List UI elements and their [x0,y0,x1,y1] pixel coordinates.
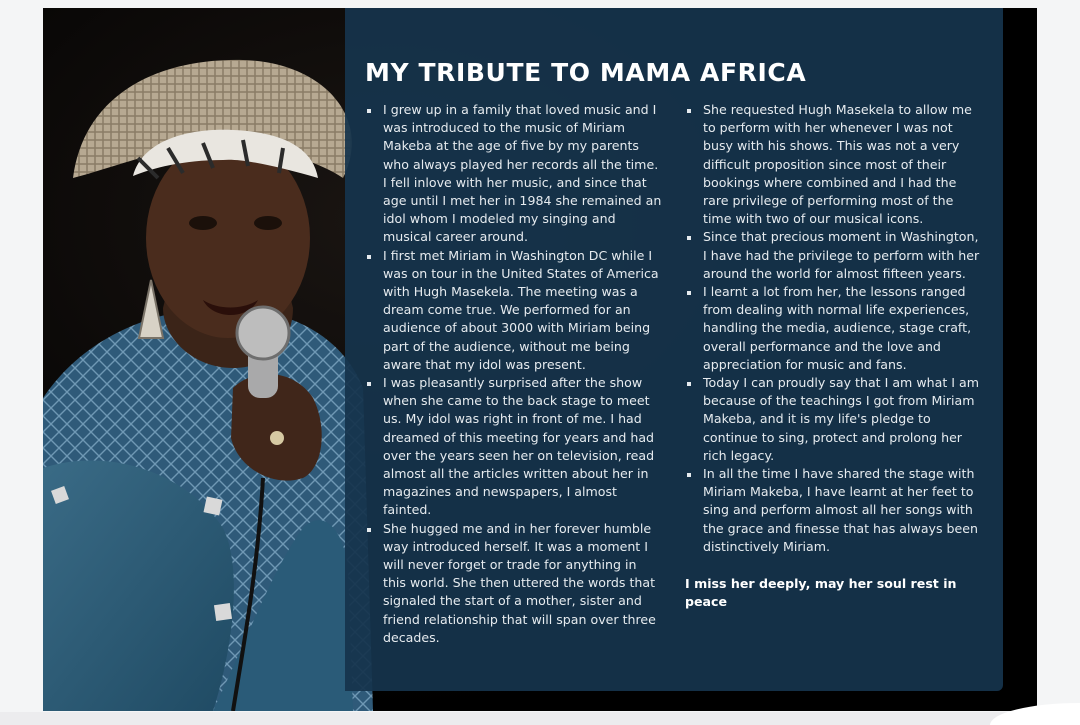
list-item: I learnt a lot from her, the lessons ranged from dealing with normal life experiences, handling the media, audience, stage craft, overall performance and the love and appreciation for music and fans. [685,283,983,374]
left-column [365,101,663,647]
list-item: Since that precious moment in Washington, I have had the privilege to perform with her around the world for almost fifteen years. [685,228,983,283]
right-column [685,101,983,647]
list-item: I first met Miriam in Washington DC while I was on tour in the United States of America with Hugh Masekela. The meeting was a dream come true. We performed for an audience of about 3000 with Miriam being part of the audience, without me being aware that my idol was present. [365,247,663,374]
tribute-page [43,8,1037,711]
list-item: I was pleasantly surprised after the show when she came to the back stage to meet us. My idol was right in front of me. I had dreamed of this meeting for years and had over the years seen her on television, read almost all the articles written about her in magazines and newspapers, I almost fainted. [365,374,663,520]
page-title: MY TRIBUTE TO MAMA AFRICA [365,58,807,87]
page-bottom-margin [0,712,1080,725]
list-item: She requested Hugh Masekela to allow me to perform with her whenever I was not busy with his shows. This was not a very difficult proposition since most of their bookings where combined and I had the rare privilege of performing most of the time with two of our musical icons. [685,101,983,228]
tribute-text-panel [345,8,1003,691]
page-edge [1003,8,1037,711]
list-item: I grew up in a family that loved music and I was introduced to the music of Miriam Makeba at the age of five by my parents who always played her records all the time. I fell inlove with her music, and since that age until I met her in 1984 she remained an idol whom I modeled my singing and musical career around. [365,101,663,247]
list-item: In all the time I have shared the stage with Miriam Makeba, I have learnt at her feet to sing and perform almost all her songs with the grace and finesse that has always been distinctively Miriam. [685,465,983,556]
closing-statement: I miss her deeply, may her soul rest in peace [685,576,957,610]
list-item: She hugged me and in her forever humble way introduced herself. It was a moment I will never forget or trade for anything in this world. She then uttered the words that signaled the start of a mother, sister and friend relationship that will span over three decades. [365,520,663,647]
list-item: Today I can proudly say that I am what I am because of the teachings I got from Miriam Makeba, and it is my life's pledge to continue to sing, protect and prolong her rich legacy. [685,374,983,465]
